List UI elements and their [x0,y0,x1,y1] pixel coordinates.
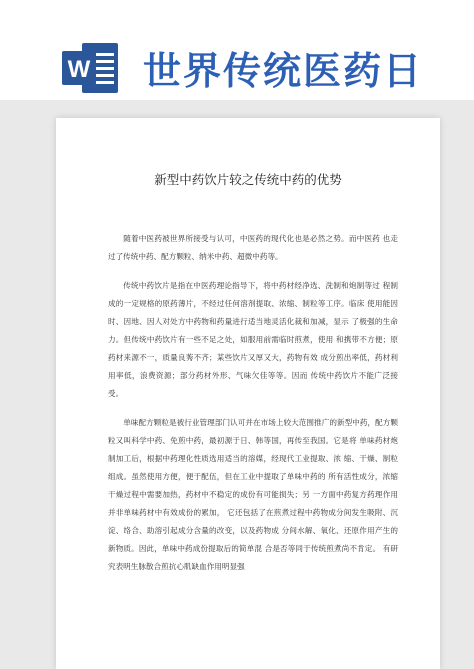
paragraph-3: 单味配方颗粒是被行业管理部门认可并在市场上较大范围推广的新型中药，配方颗粒又叫科学中药、免煎中药，最初源于日、韩等国，再传至我国。它是将 单味药材炮制加工后，根据中药理化性质选用适当的溶媒，经现代工业提取、浓 缩、干燥、制粒组成。虽然使用方便，便于配伍，但在工业中提取了单味中药的 所有活性成分，浓缩干燥过程中需要加热，药材中不稳定的成份有可能损失；另 一方面中药复方药理作用并非单味药材中有效成份的累加， 它还包括了在煎煮过程中药物成分间发生吸附、沉淀、络合、助溶引起成分含量的改变，以及药物成 分间水解、氧化、还原作用产生的新物质。因此，单味中药成份提取后的简单混 合是否等同于传统煎煮尚不肯定。 有研究表明生脉散合煎抗心肌缺血作用明显强 [108,418,398,571]
paragraph-1: 随着中医药被世界所接受与认可，中医药的现代化也是必然之势。而中医药 也走过了传统中药、配方颗粒、纳米中药、超微中药等。 [108,234,398,261]
document-body [108,230,398,587]
banner-title: 世界传统医药日 [143,49,424,93]
word-document-icon [60,37,122,99]
paragraph-2: 传统中药饮片是指在中医药理论指导下，将中药材经净选、洗制和炮制等过 程制成的一定规格的原药薄片，不经过任何溶剂提取、浓缩、制粒等工序。临床 使用能因时、因地、因人对处方中药物和药量进行适当地灵活化裁和加减，显示 了极强的生命力。但传统中药饮片有一些不足之处，如服用前需临时煎煮，使用 和携带不方便；原药材来源不一，质量良莠不齐；某些饮片又厚又大，药物有效 成分煎出率低，药材利用率低，浪费资源；部分药材外形、气味欠佳等等。因而 传统中药饮片不能广泛接受。 [108,281,398,398]
word-logo-letter: W [67,56,91,83]
document-page [56,118,440,669]
document-title: 新型中药饮片较之传统中药的优势 [154,172,342,187]
banner [0,0,474,110]
